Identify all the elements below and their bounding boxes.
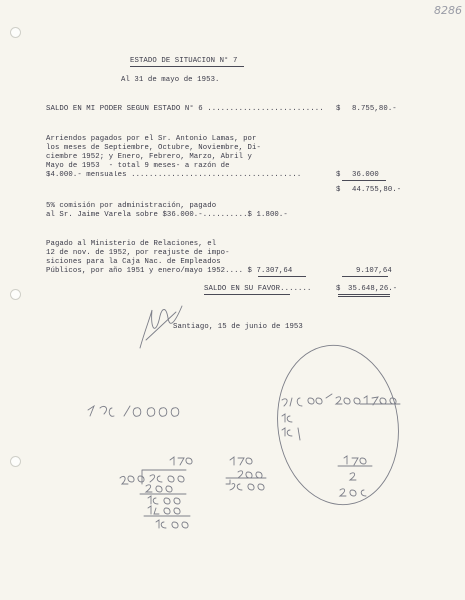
corner-number: 8286 [434, 4, 462, 17]
document-title: ESTADO DE SITUACION N° 7 [130, 57, 238, 65]
saldo-favor-amount: 35.648,26.- [348, 285, 398, 293]
ministerio-total: 9.107,64 [356, 267, 392, 275]
signature-scribble [140, 306, 182, 348]
saldo-currency: $ [336, 105, 341, 113]
arriendos-amount: 36.000 [352, 171, 379, 179]
arriendos-line: Mayo de 1953 - total 9 meses- a razón de [46, 162, 230, 170]
ministerio-line: siciones para la Caja Nac. de Empleados [46, 258, 221, 266]
arriendos-line: Arriendos pagados por el Sr. Antonio Lamas, por [46, 135, 257, 143]
arriendos-line: ciembre 1952; y Enero, Febrero, Marzo, Abril y [46, 153, 253, 161]
ministerio-line: 12 de nov. de 1952, por reajuste de impo- [46, 249, 230, 257]
pencil-circle [267, 337, 408, 512]
place-date: Santiago, 15 de junio de 1953 [173, 323, 303, 331]
arriendos-currency: $ [336, 171, 341, 179]
handwritten-division-left [120, 457, 192, 528]
arriendos-line: los meses de Septiembre, Octubre, Noviembre, Di- [46, 144, 261, 152]
comision-line: 5% comisión por administración, pagado [46, 202, 217, 210]
saldo-favor-currency: $ [336, 285, 341, 293]
comision-line: al Sr. Jaime Varela sobre $36.000.-..........$ 1.800.- [46, 211, 288, 219]
subtotal-amount: 44.755,80.- [352, 186, 402, 194]
saldo-label: SALDO EN MI PODER SEGUN ESTADO N° 6 .......................... [46, 105, 324, 113]
handwritten-circle-numbers [282, 394, 400, 496]
handwritten-division-middle [226, 457, 266, 490]
arriendos-line: $4.000.- mensuales ...................................... [46, 171, 302, 179]
saldo-favor-label: SALDO EN SU FAVOR....... [204, 285, 312, 293]
ministerio-line: Pagado al Ministerio de Relaciones, el [46, 240, 217, 248]
handwritten-numbers [88, 406, 179, 416]
subtotal-currency: $ [336, 186, 341, 194]
ministerio-line: Públicos, por año 1951 y enero/mayo 1952.... $ 7.307,64 [46, 267, 293, 275]
saldo-amount: 8.755,80.- [352, 105, 397, 113]
date-line: Al 31 de mayo de 1953. [121, 76, 220, 84]
